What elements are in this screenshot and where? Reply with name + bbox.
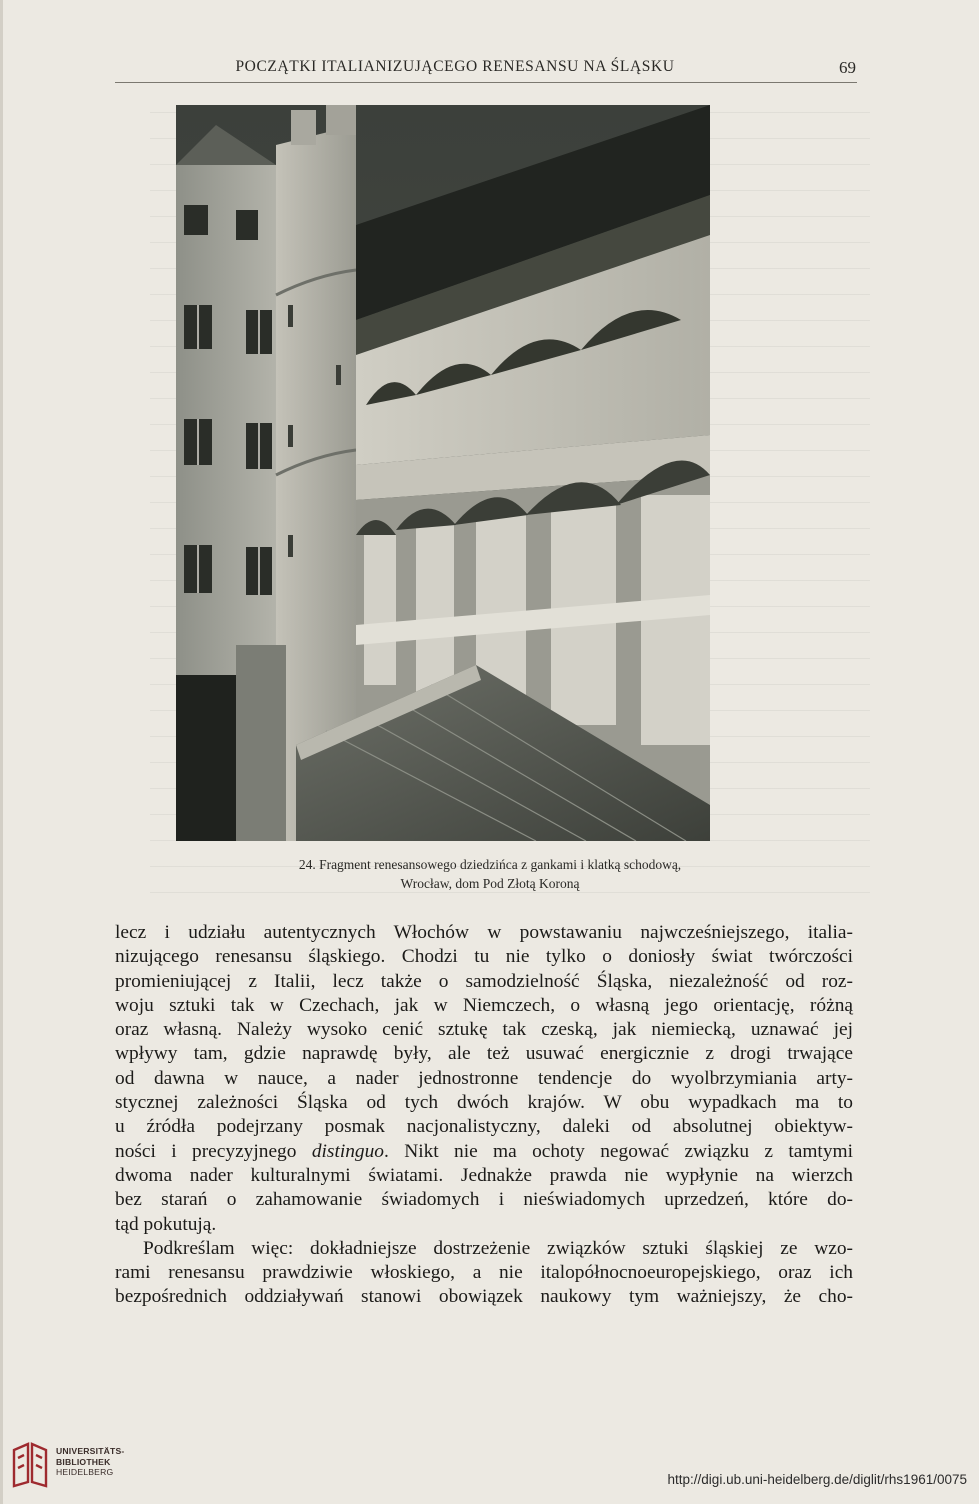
paragraph-2-line: Podkreślam więc: dokładniejsze dostrzeżenie związków sztuki śląskiej ze wzo- (143, 1237, 853, 1259)
text-line: oraz własną. Należy wysoko cenić sztukę tak czeską, jak niemiecką, uznawać jej (115, 1019, 853, 1041)
text-line: tąd pokutują. (115, 1213, 217, 1235)
text-line: woju sztuki tak w Czechach, jak w Niemczech, o własną jego orientację, różną (115, 994, 853, 1016)
library-emblem-icon (10, 1442, 52, 1488)
caption-line-1: 24. Fragment renesansowego dziedzińca z gankami i klatką schodową, (298, 857, 682, 872)
text-line: u źródła podejrzany posmak nacjonalistyczny, daleki od absolutnej obiektyw- (115, 1116, 853, 1138)
page-number: 69 (839, 58, 856, 77)
text-line: nizującego renesansu śląskiego. Chodzi tu nie tylko o doniosły świat twórczości (115, 946, 853, 968)
text-line: stycznej zależności Śląska od tych dwóch krajów. W obu wypadkach ma to (115, 1092, 853, 1114)
library-line-1: UNIVERSITÄTS- (56, 1446, 125, 1456)
caption-line-2: Wrocław, dom Pod Złotą Koroną (400, 876, 580, 891)
text-line: promieniującej z Italii, lecz także o samodzielność Śląska, niezależność od roz- (115, 970, 853, 992)
library-logo[interactable] (10, 1442, 150, 1492)
body-text (115, 921, 853, 1310)
library-line-3: HEIDELBERG (56, 1467, 114, 1477)
text-line-distinguo (115, 1140, 853, 1164)
courtyard-photo-image (176, 105, 710, 841)
library-name (56, 1446, 125, 1478)
courtyard-photograph (176, 105, 710, 841)
library-line-2: BIBLIOTHEK (56, 1456, 111, 1467)
text-line: bez starań o zahamowanie świadomych i nieświadomych uprzedzeń, które do- (115, 1189, 853, 1211)
text-line: lecz i udziału autentycznych Włochów w powstawaniu najwcześniejszego, italia- (115, 922, 853, 943)
text-line: od dawna w nauce, a nader jednostronne tendencje do wyolbrzymiania arty- (115, 1067, 853, 1089)
distinguo-after: . Nikt nie ma ochoty negować związku z tamtymi (384, 1140, 853, 1162)
distinguo-before: ności i precyzyjnego (115, 1140, 297, 1162)
text-line: wpływy tam, gdzie naprawdę były, ale też usuwać energicznie z drogi trwające (115, 1043, 853, 1065)
running-head: POCZĄTKI ITALIANIZUJĄCEGO RENESANSU NA ŚLĄSKU (235, 58, 675, 75)
text-line: dwoma nader kulturalnymi światami. Jednakże prawda nie wypłynie na wierzch (115, 1164, 853, 1186)
distinguo-term: distinguo (311, 1140, 384, 1162)
figure-caption (150, 855, 830, 893)
source-url-link[interactable]: http://digi.ub.uni-heidelberg.de/diglit/rhs1961/0075 (667, 1472, 967, 1487)
header-rule (115, 82, 857, 83)
paragraph-2-line: bezpośrednich oddziaływań stanowi obowiązek naukowy tym ważniejszy, że cho- (115, 1286, 853, 1308)
paragraph-2-line: rami renesansu prawdziwie włoskiego, a nie italopółnocnoeuropejskiego, oraz ich (115, 1262, 853, 1284)
